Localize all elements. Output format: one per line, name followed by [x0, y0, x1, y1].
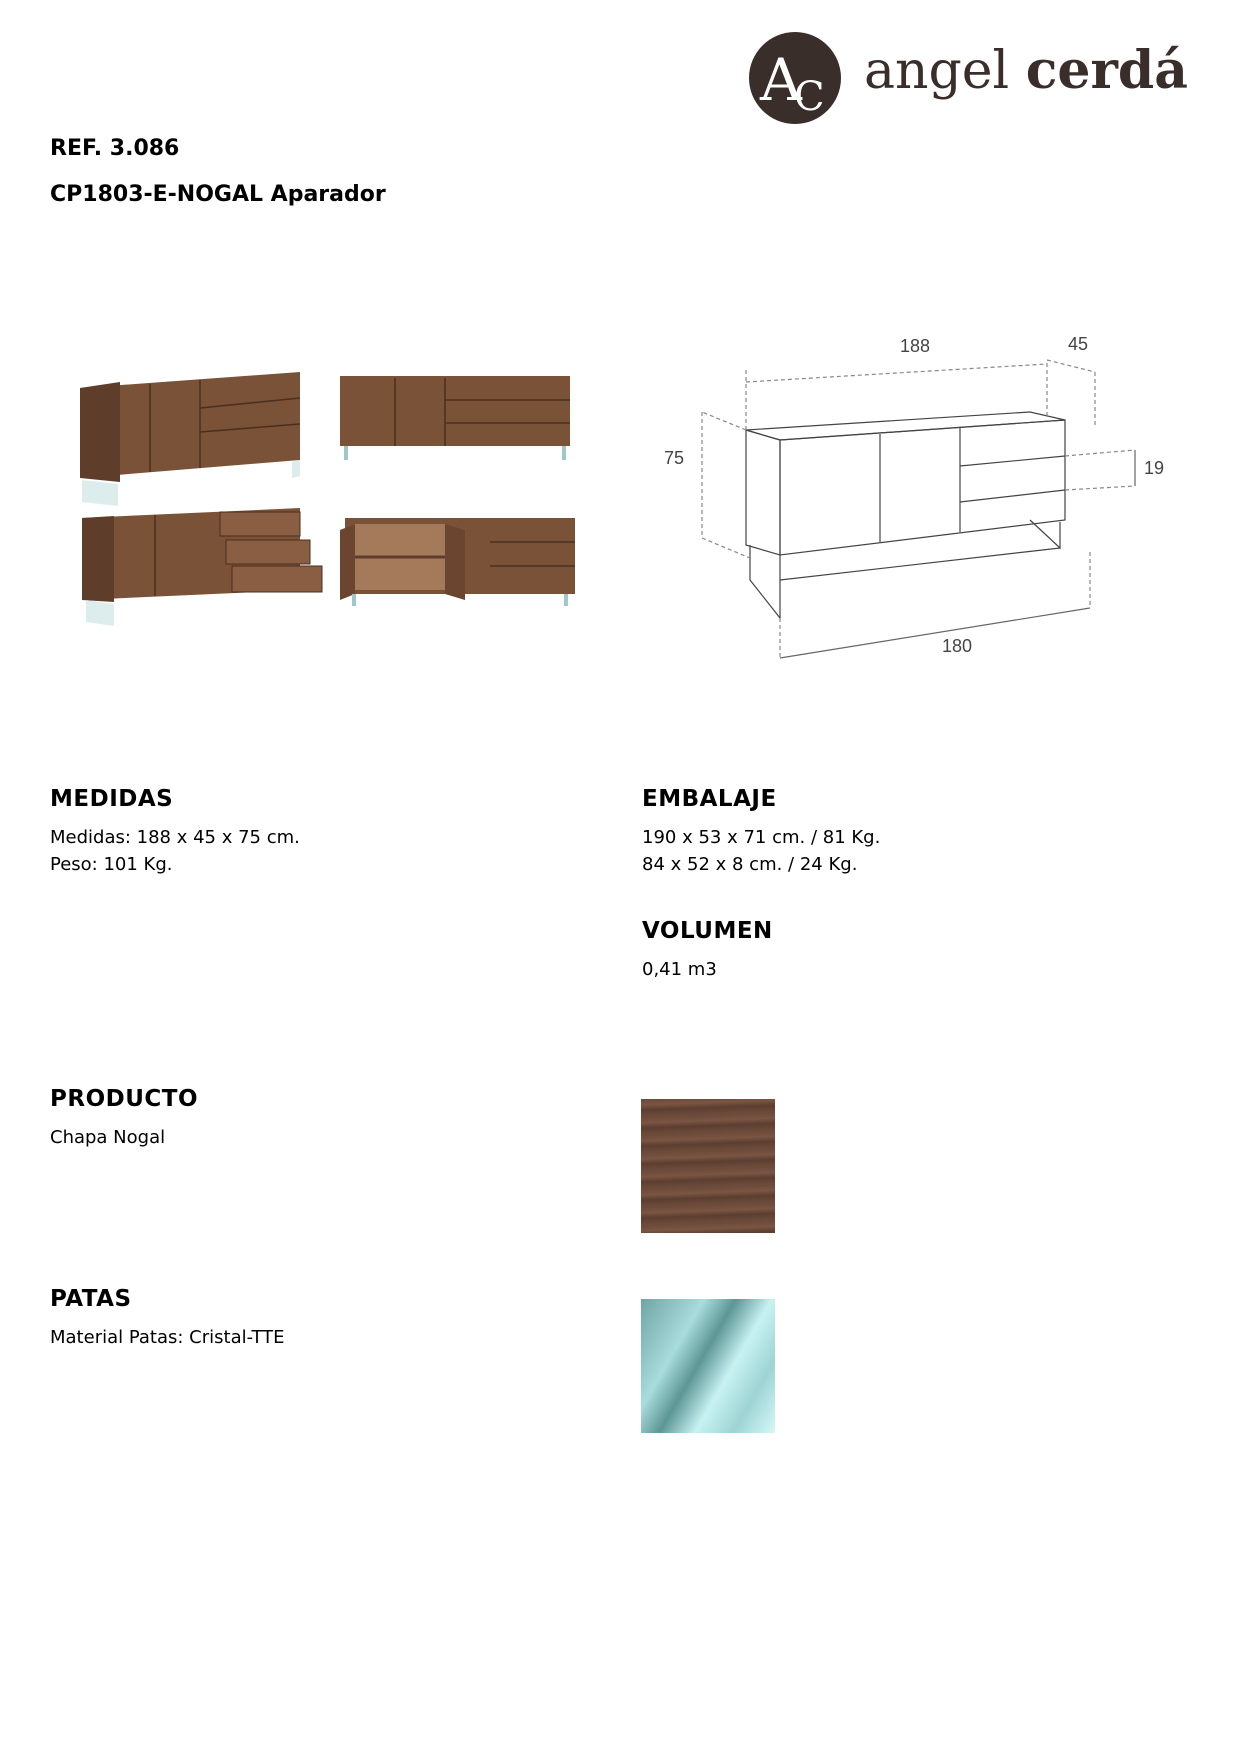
- medidas-weight: Peso: 101 Kg.: [50, 854, 173, 875]
- reference-number: REF. 3.086: [50, 136, 180, 161]
- volumen-value: 0,41 m3: [642, 959, 717, 980]
- patas-value: Material Patas: Cristal-TTE: [50, 1327, 285, 1348]
- producto-heading: PRODUCTO: [50, 1086, 199, 1112]
- drawing-body-face: [780, 420, 1065, 555]
- dimension-depth-label: 45: [1068, 334, 1089, 354]
- logo-monogram-c: C: [794, 74, 825, 120]
- glass-swatch: [641, 1299, 775, 1433]
- product-title: CP1803-E-NOGAL Aparador: [50, 182, 386, 207]
- volumen-heading: VOLUMEN: [642, 918, 773, 944]
- dimension-height-label: 75: [664, 448, 685, 468]
- dimension-drawer-label: 19: [1144, 458, 1165, 478]
- brand-wordmark-bold: cerdá: [1025, 40, 1188, 101]
- brand-wordmark-light: angel: [864, 41, 1010, 101]
- dimension-width-label: 188: [900, 336, 931, 356]
- logo-monogram-a: A: [760, 46, 802, 114]
- dimension-base-label: 180: [942, 636, 973, 656]
- brand-wordmark: [864, 40, 1188, 101]
- technical-drawing: [650, 330, 1190, 670]
- drawing-body-front: [746, 430, 780, 555]
- photo-view-doors-open: [340, 518, 575, 606]
- product-photos: [70, 360, 590, 650]
- embalaje-heading: EMBALAJE: [642, 786, 777, 812]
- photo-view-front: [340, 376, 570, 460]
- medidas-heading: MEDIDAS: [50, 786, 174, 812]
- drawing-body-top: [746, 412, 1065, 440]
- producto-value: Chapa Nogal: [50, 1127, 166, 1148]
- photo-view-drawers-open: [82, 508, 322, 626]
- medidas-dimensions: Medidas: 188 x 45 x 75 cm.: [50, 827, 300, 848]
- patas-heading: PATAS: [50, 1286, 132, 1312]
- walnut-swatch: [641, 1099, 775, 1233]
- embalaje-package-1: 190 x 53 x 71 cm. / 81 Kg.: [642, 827, 881, 848]
- photo-view-perspective: [80, 372, 300, 506]
- embalaje-package-2: 84 x 52 x 8 cm. / 24 Kg.: [642, 854, 858, 875]
